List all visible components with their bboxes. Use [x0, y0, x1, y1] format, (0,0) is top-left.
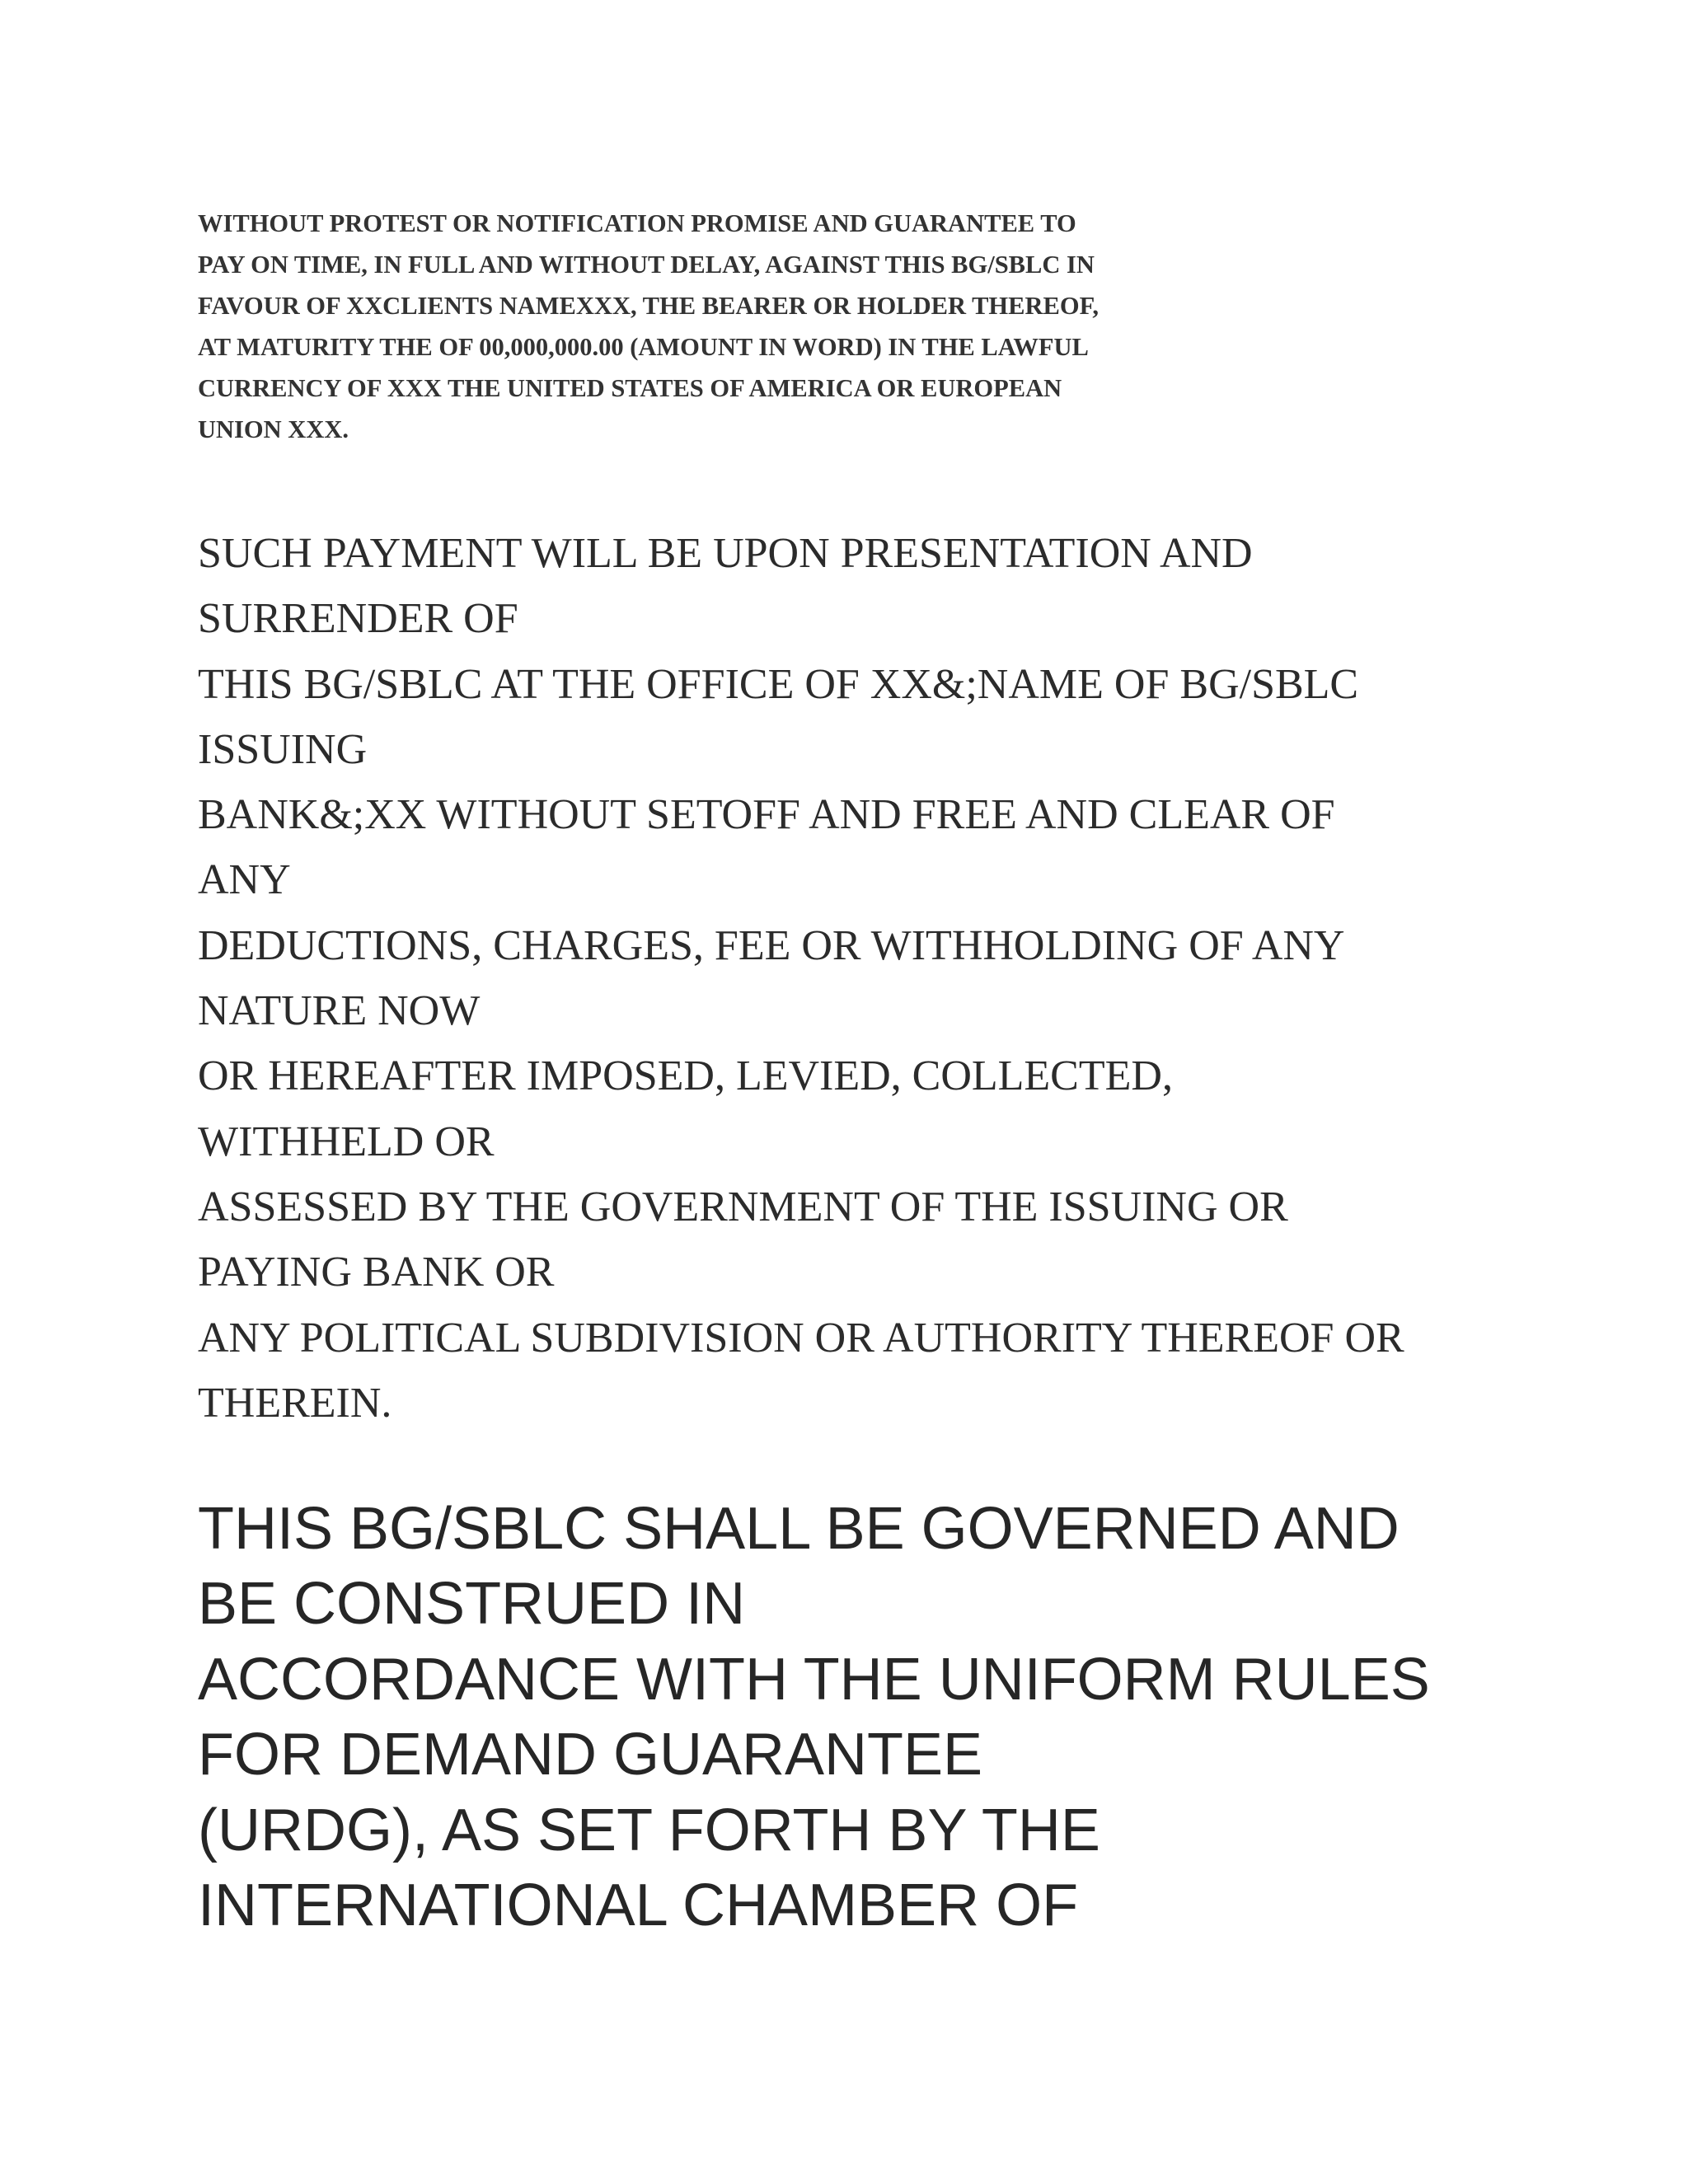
text-line: THIS BG/SBLC SHALL BE GOVERNED AND	[198, 1496, 1400, 1562]
text-line: INTERNATIONAL CHAMBER OF	[198, 1872, 1079, 1939]
text-line: ASSESSED BY THE GOVERNMENT OF THE ISSUING OR	[198, 1183, 1288, 1230]
payment-terms-paragraph	[198, 521, 1404, 1436]
text-line: NATURE NOW	[198, 987, 481, 1035]
text-line: ANY	[198, 856, 291, 904]
text-line: SUCH PAYMENT WILL BE UPON PRESENTATION AND	[198, 530, 1253, 577]
text-line: FAVOUR OF XXCLIENTS NAMEXXX, THE BEARER OR HOLDER THEREOF,	[198, 292, 1100, 320]
governing-law-paragraph	[198, 1492, 1430, 1943]
text-line: OR HEREAFTER IMPOSED, LEVIED, COLLECTED,	[198, 1052, 1173, 1100]
text-line: UNION XXX.	[198, 415, 349, 443]
text-line: DEDUCTIONS, CHARGES, FEE OR WITHHOLDING OF ANY	[198, 921, 1345, 969]
text-line: THEREIN.	[198, 1379, 392, 1427]
guarantee-paragraph	[198, 203, 1099, 450]
text-line: WITHOUT PROTEST OR NOTIFICATION PROMISE AND GUARANTEE TO	[198, 209, 1076, 237]
text-line: PAYING BANK OR	[198, 1249, 555, 1296]
text-line: ACCORDANCE WITH THE UNIFORM RULES	[198, 1646, 1430, 1713]
text-line: WITHHELD OR	[198, 1118, 495, 1165]
text-line: ANY POLITICAL SUBDIVISION OR AUTHORITY THEREOF OR	[198, 1314, 1404, 1361]
text-line: CURRENCY OF XXX THE UNITED STATES OF AMERICA OR EUROPEAN	[198, 374, 1062, 402]
text-line: THIS BG/SBLC AT THE OFFICE OF XX&;NAME OF BG/SBLC	[198, 660, 1359, 708]
text-line: (URDG), AS SET FORTH BY THE	[198, 1797, 1100, 1863]
text-line: AT MATURITY THE OF 00,000,000.00 (AMOUNT IN WORD) IN THE LAWFUL	[198, 333, 1089, 361]
text-line: PAY ON TIME, IN FULL AND WITHOUT DELAY, AGAINST THIS BG/SBLC IN	[198, 251, 1095, 279]
text-line: FOR DEMAND GUARANTEE	[198, 1722, 983, 1788]
text-line: BANK&;XX WITHOUT SETOFF AND FREE AND CLEAR OF	[198, 791, 1335, 839]
text-line: ISSUING	[198, 725, 368, 773]
text-line: SURRENDER OF	[198, 595, 518, 643]
text-line: BE CONSTRUED IN	[198, 1571, 746, 1638]
